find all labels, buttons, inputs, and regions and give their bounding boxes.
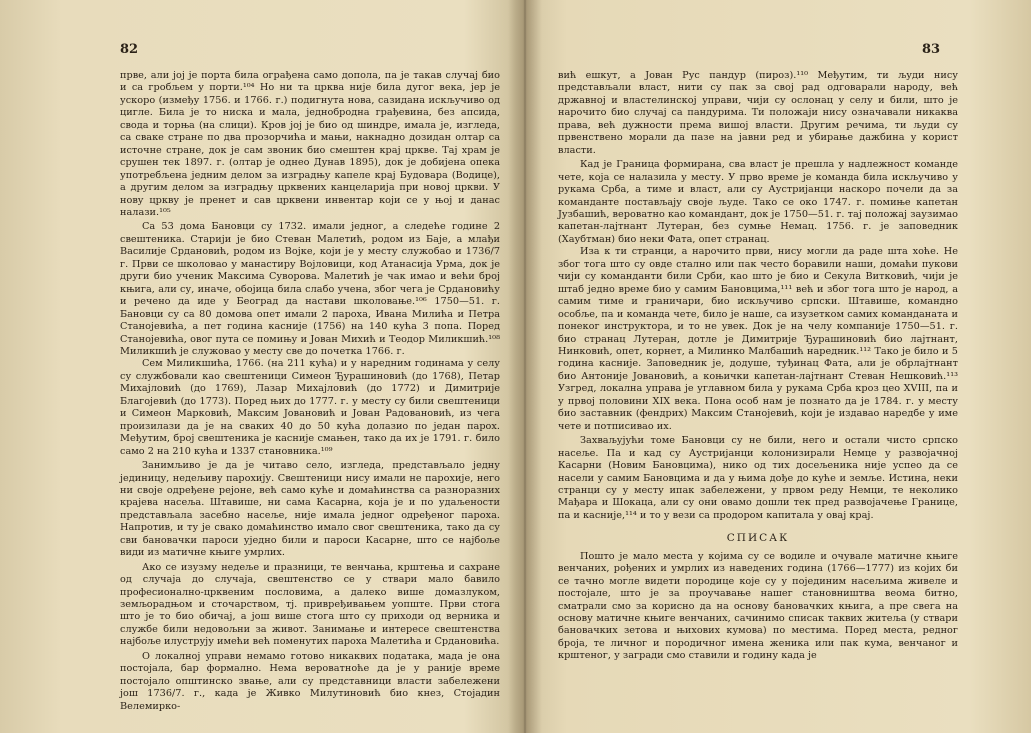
- right-page-body: [558, 70, 958, 663]
- paragraph: Кад је Граница формирана, сва власт је прешла у надлежност команде чете, која се налазила у месту. У прво време је команда била искључиво у рукама Срба, а тиме и власт, али су Аустријанци наскоро почели да за команданте постављају своје људе. Тако се око 1747. г. помиње капетан Јузбашић, вероватно као командант, док је 1750—51. г. тај положај заузимао капетан-лајтнант Лутеран, без сумње Немац. 1756. г. је заповедник (Хаубтман) био неки Фата, опет странац.: [558, 159, 958, 245]
- paragraph: Пошто је мало места у којима су се водиле и очувале матичне књиге венчаних, рођених и умрлих из наведених година (1766—1777) из којих би се тачно могле видети породице које су у појединим насељима живеле и постојале, што је за проучавање нашег становништва веома битно, сматрали смо за корисно да на основу бановачких књига, а пре свега на основу матичне књиге венчаних, сачинимо списак таквих житеља (у ствари бановачких зетова и њихових кумова) по местима. Поред места, редног броја, те личног и породичног имена женика или пак кума, венчаног и крштеног, у загради смо ставили и годину када је: [558, 550, 958, 662]
- left-page-body: [120, 70, 500, 713]
- paragraph: Занимљиво је да је читаво село, изгледа, представљало једну јединицу, недељиву парохију. Свештеници нису имали не парохије, него ни своје одређене рејоне, већ само куће и домаћинства са разноразних крајева насеља. Штавише, ни сама Касарна, која је и по удаљености представљала засебно насеље, није имала једног одређеног пароха. Напротив, и ту је свако домаћинство имало свог свештеника, тако да су сви бановачки пароси уједно били и пароси Касарне, што се најбоље види из матичне књиге умрлих.: [120, 460, 500, 559]
- paragraph: Сем Миликшића, 1766. (на 211 кућа) и у наредним годинама у селу су службовали као свештеници Симеон Ђурашиновић (до 1768), Петар Михајловић (до 1769), Лазар Михајловић (до 1772) и Димитрије Благојевић (до 1773). Поред њих до 1777. г. у месту су били свештеници и Симеон Марковић, Максим Јовановић и Јован Радовановић, из чега произилази да је на сваких 40 до 50 кућа долазио по један парох. Међутим, број свештеника је касније смањен, тако да их је 1791. г. било само 2 на 210 кућа и 1337 становника.¹⁰⁹: [120, 358, 500, 457]
- paragraph: Захваљујући томе Бановци су не били, него и остали чисто српско насеље. Па и кад су Аустријанци колонизирали Немце у развојачној Касарни (Новим Бановцима), нико од тих досељеника није успео да се насели у самим Бановцима и да у њима дође до куће и земље. Истина, неки странци су у месту ипак забележени, у првом реду Немци, те неколико Мађара и Шокаца, али су они овамо дошли тек пред развојачење Границе, па и касније,¹¹⁴ и то у вези са продором капитала у овај крај.: [558, 435, 958, 521]
- paragraph: прве, али јој је порта била ограђена само дополa, па је такав случај био и са гробљем у порти.¹⁰⁴ Но ни та црква није била дугог века, јер је ускоро (између 1756. и 1766. г.) подигнута нова, сазидана искључиво од цигле. Била је то ниска и мала, једнобродна грађевина, без апсида, свода и торња (на слици). Кров јој је био од шиндре, имала је, изгледа, са сваке стране по два прозорчића и мањи, накнадно дозидан олтар са источне стране, док је сам звоник био смештен крај цркве. Тај храм је срушен тек 1897. г. (олтар је однео Дунав 1895), док је добијена опека употребљена једним делом за изградњу капеле крај Будовара (Водице), а другим делом за изградњу црквених канцеларија при новој цркви. У нову цркву је пренет и сав црквени инвентар који се у њој и данас налази.¹⁰⁵: [120, 70, 500, 218]
- paragraph: Са 53 дома Бановци су 1732. имали једног, а следеће године 2 свештеника. Старији је био Стеван Малетић, родом из Баје, а млађи Василије Срдановић, родом из Војке, који је у месту служобао и 1736/7 г. Први се школовао у манастиру Војловици, код Атанасија Урма, док је други био ученик Максима Суворова. Малетић је чак имао и већи број књига, али су, иначе, обојица била слабо учена, због чега је Срдановићу и речено да иде у Београд да настави школовање.¹⁰⁶ 1750—51. г. Бановци су са 80 домова опет имали 2 пароха, Ивана Милића и Петра Станојевића, а пет година касније (1756) на 140 кућа 3 попа. Поред Станојевића, овог пута се помињу и Јован Михић и Теодор Миликшић.¹⁰⁸ Миликшић је служовао у месту све до почетка 1766. г.: [120, 221, 500, 357]
- paragraph: Ако се изузму недеље и празници, те венчања, крштења и сахране од случаја до случаја, свештенство се у ствари мало бавило професионално-црквеним пословима, а далеко више домазлуком, земљорадњом и сточарством, тј. привређивањем уопште. Први стога што је то био обичај, а још више стога што су приходи од верника и службе били недовољни за живот. Занимање и интересе свештенства најбоље илуструју имећи већ поменутих пароха Малетића и Срдановића.: [120, 561, 500, 648]
- right-page: [520, 0, 1031, 733]
- paragraph: О локалној управи немамо готово никаквих података, мада је она постојала, бар формално. Нема вероватноће да је у раније време постојало општинско звање, али су представници власти забележени још 1736/7. г., када је Живко Милутиновић био кнез, Стојадин Велемирко-: [120, 650, 500, 712]
- section-heading: СПИСАК: [726, 532, 790, 545]
- page-number: 83: [922, 42, 941, 57]
- paragraph: вић ешкут, а Јован Рус пандур (пироз).¹¹⁰ Међутим, ти људи нису представљали власт, нити су пак за свој рад одговарали народу, већ државној и властелинској управи, чији су ослонац у селу и били, што је нарочито био случај са пандурима. Ти положаји нису означавали никаква права, већ дужности према вишој власти. Другим речима, ти људи су првенствено морали да пазе на јавни ред и убирање дажбина у корист власти.: [558, 70, 958, 156]
- paragraph: Иза к ти странци, а нарочито први, нису могли да раде шта хоће. Не због тога што су овде стално или пак често боравили наши, домаћи пукови чији су команданти били Срби, као што је био и Секула Витковић, чији је штаб једно време био у самим Бановцима,¹¹¹ већ и због тога што је народ, а самим тиме и граничари, био искључиво српски. Штавише, командно особље, па и команда чете, било је наше, са изузетком самих команданата и понеког инструктора, и то не увек. Док је на челу компаније 1750—51. г. био странац Лутеран, дотле је Димитрије Ђурашиновић био лајтнант, Нинковић, опет, корнет, а Милинко Малбашић наредник.¹¹² Тако је било и 5 година касније. Заповедник је, додуше, туђинац Фата, али је обрлајтнант био Антоније Јовановић, а коњички капетан-лајтнант Стеван Нешковић.¹¹³ Узгред, локална управа је углавном била у рукама Срба кроз цео XVIII, па и у првој половини XIX века. Пона особ нам је познато да је 1784. г. у месту био заставник (фендрих) Максим Станојевић, који је издавао наредбе у име чете и потписивао их.: [558, 246, 958, 432]
- page-number: 82: [120, 42, 139, 57]
